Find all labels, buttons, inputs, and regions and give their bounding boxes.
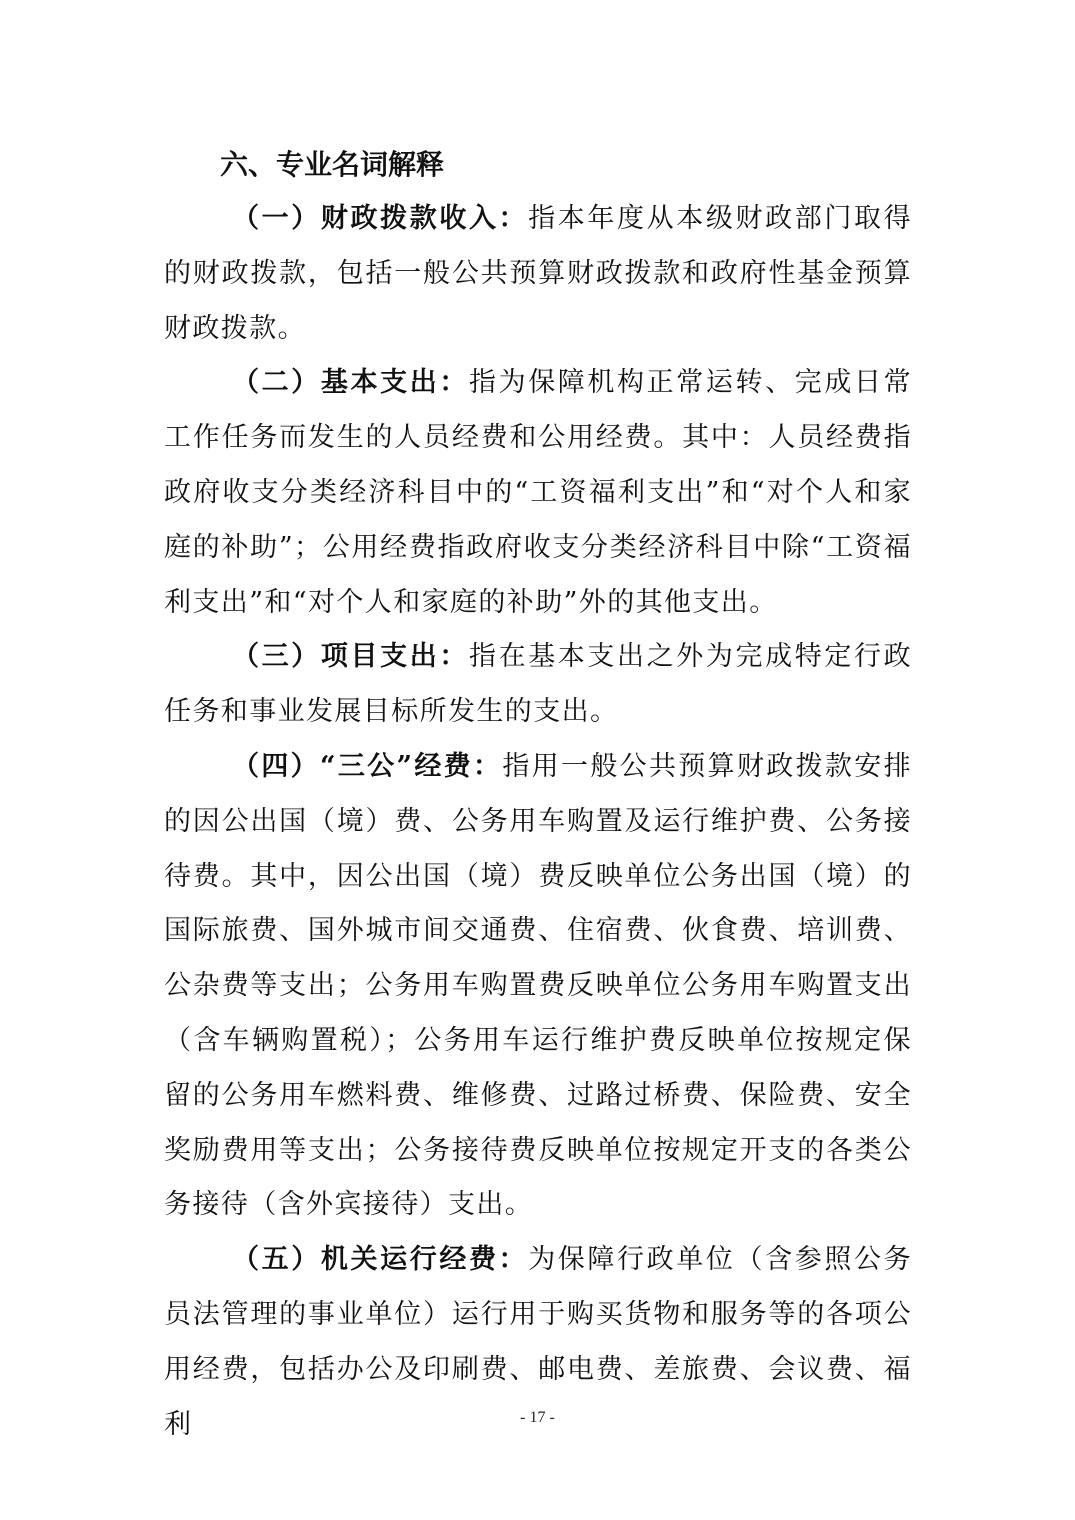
- definition-text: 指本年度从本级财政部门取得的财政拨款，包括一般公共预算财政拨款和政府性基金预算财政拨款。: [164, 203, 913, 344]
- document-body: [164, 138, 912, 1452]
- definition-three-public-expenses: [164, 740, 912, 1233]
- term-label: （四）“三公”经费：: [232, 750, 503, 782]
- term-label: （二）基本支出：: [232, 367, 469, 399]
- page-number: - 17 -: [520, 1409, 555, 1426]
- term-label: （一）财政拨款收入：: [232, 203, 529, 234]
- term-label: （三）项目支出：: [232, 641, 469, 673]
- definition-fiscal-appropriation-income: [164, 192, 912, 356]
- definition-text: 为保障行政单位（含参照公务员法管理的事业单位）运行用于购买货物和服务等的各项公用经费，包括办公及印刷费、邮电费、差旅费、会议费、福利: [164, 1244, 913, 1440]
- definition-project-expenditure: [164, 630, 912, 740]
- definition-text: 指为保障机构正常运转、完成日常工作任务而发生的人员经费和公用经费。其中：人员经费指政府收支分类经济科目中的“工资福利支出”和“对个人和家庭的补助”；公用经费指政府收支分类经济科目中除“工资福利支出”和“对个人和家庭的补助”外的其他支出。: [164, 367, 913, 618]
- definition-basic-expenditure: [164, 356, 912, 630]
- definition-text: 指在基本支出之外为完成特定行政任务和事业发展目标所发生的支出。: [164, 641, 913, 728]
- section-heading: 六、专业名词解释: [220, 148, 445, 181]
- definition-text: 指用一般公共预算财政拨款安排的因公出国（境）费、公务用车购置及运行维护费、公务接待费。其中，因公出国（境）费反映单位公务出国（境）的国际旅费、国外城市间交通费、住宿费、伙食费、培训费、公杂费等支出；公务用车购置费反映单位公务用车购置支出（含车辆购置税）；公务用车运行维护费反映单位按规定保留的公务用车燃料费、维修费、过路过桥费、保险费、安全奖励费用等支出；公务接待费反映单位按规定开支的各类公务接待（含外宾接待）支出。: [164, 750, 912, 1221]
- term-label: （五）机关运行经费：: [232, 1244, 529, 1276]
